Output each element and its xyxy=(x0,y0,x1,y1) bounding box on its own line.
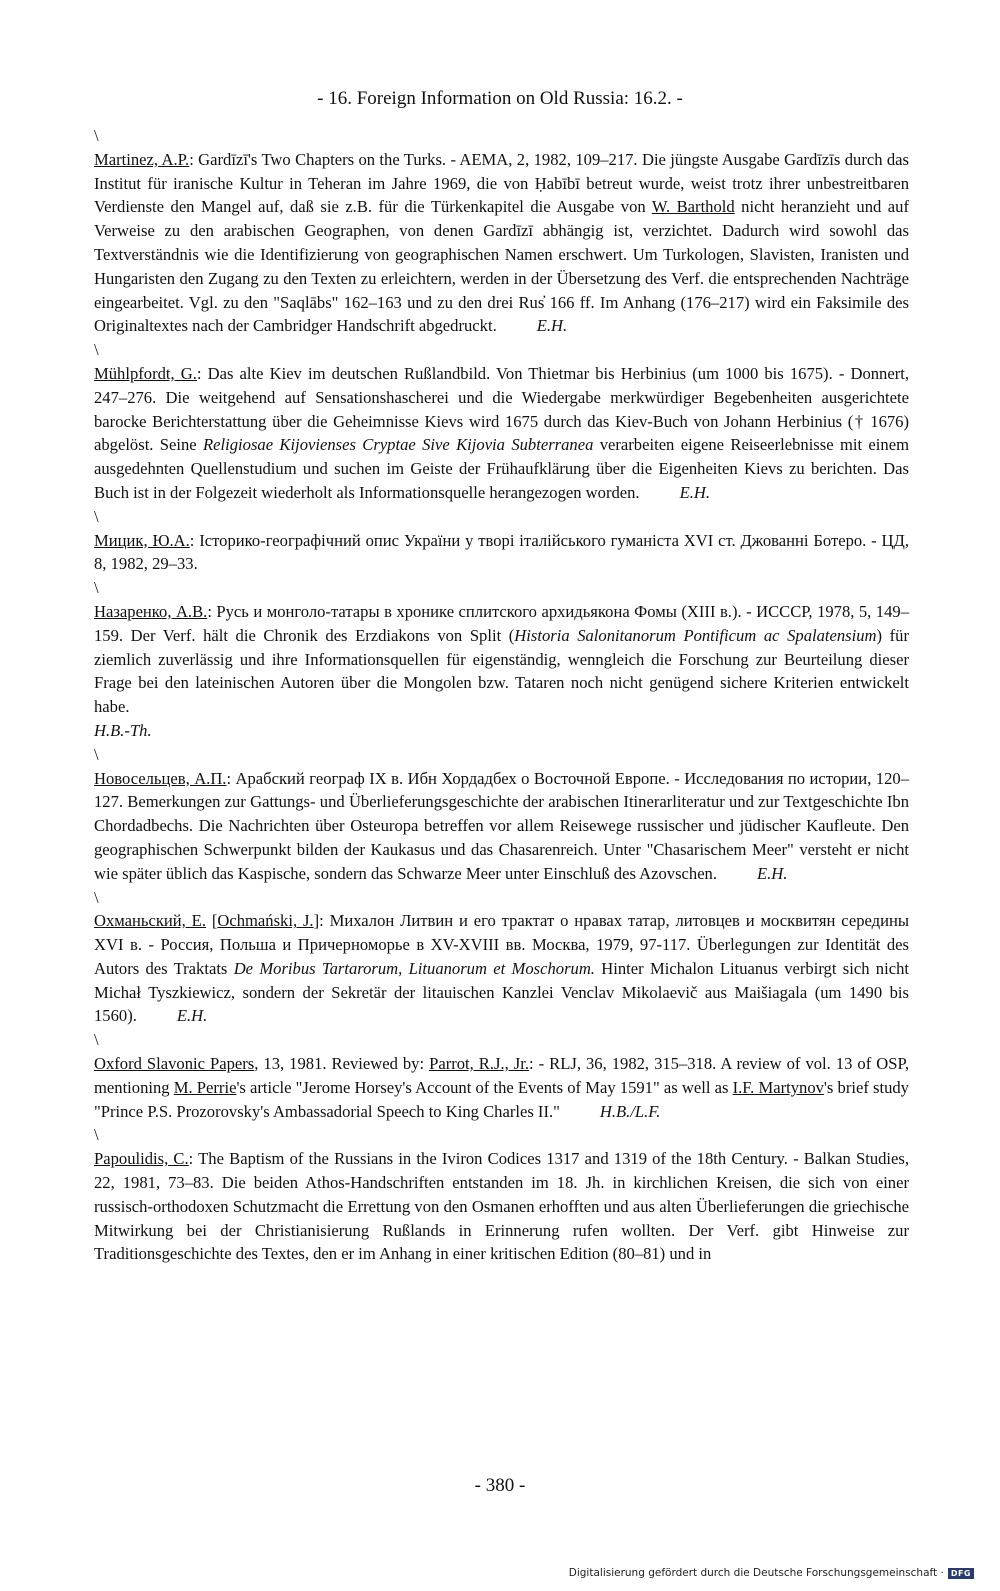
entry-author: Новосельцев, А.П. xyxy=(94,768,227,788)
entry-author: Oxford Slavonic Papers xyxy=(94,1054,255,1074)
reviewer-initials: E.H. xyxy=(176,1006,208,1026)
work-title: Historia Salonitanorum Pontificum ac Spalatensium xyxy=(514,625,877,645)
entry-novoselcev xyxy=(94,767,909,886)
cited-author: W. Barthold xyxy=(651,197,735,217)
digitization-footer xyxy=(569,1567,974,1579)
reviewer-initials: E.H. xyxy=(757,863,788,883)
work-title: De Moribus Tartarorum, Lituanorum et Moschorum. xyxy=(233,958,595,978)
reviewer-initials: E.H. xyxy=(679,482,711,502)
reviewer-initials: H.B./L.F. xyxy=(599,1101,661,1121)
entry-separator: \ xyxy=(94,506,99,526)
entry-text: : - RLJ, 36, 1982, 315–318. A review of vol. 13 of OSP, mentioning xyxy=(94,1054,909,1097)
entry-text: 's brief study "Prince P.S. Prozorovsky's Ambassadorial Speech to King Charles II." xyxy=(94,1077,909,1121)
work-title: Religiosae Kijovienses Cryptae Sive Kijovia Subterranea xyxy=(203,435,594,455)
entry-papoulidis xyxy=(94,1147,909,1266)
bibliography-list xyxy=(94,124,909,1266)
entry-text: ) für ziemlich zuverlässig und ihre Informationsquellen für eigenständig, wenngleich die Forschung zur Beurteilung dieser Frage bei den lateinischen Autoren über die Mongolen bzw. Tataren noch nicht genügend sichere Kriterien entwickelt habe. xyxy=(94,625,909,717)
entry-author: Papoulidis, C. xyxy=(94,1149,189,1169)
entry-separator: \ xyxy=(94,744,99,764)
entry-separator: \ xyxy=(94,1030,99,1050)
entry-text: : The Baptism of the Russians in the Iviron Codices 1317 and 1319 of the 18th Century. - Balkan Studies, 22, 1981, 73–83. Die beiden Athos-Handschriften entstanden im 18. Jh. in kirchlichen Kreisen, die sich von einer russisch-orthodoxen Schutzmacht die Errettung von den Osmanen erhofften und aus alten Überlieferungen die griechische Mitwirkung bei der Christianisierung Rußlands in Erinnerung rufen wollten. Der Verf. gibt Hinweise zur Traditionsgeschichte des Textes, den er im Anhang in einer kritischen Edition (80–81) und in xyxy=(94,1149,909,1264)
entry-separator: \ xyxy=(94,126,99,145)
entry-mycyk xyxy=(94,529,909,577)
entry-text: nicht heranzieht und auf Verweise zu den arabischen Geographen, von denen Gardīzī abhängig ist, verzichtet. Dadurch wird sowohl das Textverständnis wie die Identifizierung von geographischen Namen erschwert. Um Turkologen, Slavisten, Iranisten und Hungaristen den Zugang zu den Texten zu erleichtern, werden in der Übersetzung des Verf. die entsprechenden Nachträge eingearbeitet. Vgl. zu den "Saqlābs" 162–163 und zu den drei Rus̓ 166 ff. Im Anhang (176–217) wird ein Faksimile des Originaltextes nach der Cambridger Handschrift abgedruckt. xyxy=(94,197,909,336)
entry-text: : Das alte Kiev im deutschen Rußlandbild. Von Thietmar bis Herbinius (um 1000 bis 1675). - Donnert, 247–276. Die weitgehend auf Sensationshascherei und die Wiedergabe merkwürdiger Begebenheiten ausgerichtete barocke Berichterstattung über die Geheimnisse Kievs wird 1675 durch das Kiev-Buch von Johann Herbinius († 1676) abgelöst. Seine xyxy=(94,363,909,455)
entry-text: [ xyxy=(205,911,218,931)
entry-ochmanski xyxy=(94,909,909,1028)
entry-text: ]: Михалон Литвин и его трактат о нравах татар, литовцев и москвитян середины XVI в. - Россия, Польша и Причерноморье в XV-XVIII вв. Москва, 1979, 97-117. Überlegungen zur Identität des Autors des Traktats xyxy=(94,911,909,978)
entry-text: , 13, 1981. Reviewed by: xyxy=(254,1054,430,1074)
entry-oxford-slavonic-papers xyxy=(94,1052,909,1123)
entry-author: Martinez, A.P. xyxy=(94,149,190,169)
entry-author: Mühlpfordt, G. xyxy=(94,363,197,383)
page-number: - 380 - xyxy=(474,1475,526,1496)
entry-text: Hinter Michalon Lituanus verbirgt sich nicht Michał Tyszkiewicz, sondern der Sekretär der litauischen Kanzlei Venclav Mikolaevič aus Maišiagala (um 1490 bis 1560). xyxy=(94,958,909,1026)
entry-text: : Історико-географічний опис України у творі італійського гуманіста XVI ст. Джованні Ботеро. - ЦД, 8, 1982, 29–33. xyxy=(94,530,910,574)
entry-text: : Gardīzī's Two Chapters on the Turks. - AEMA, 2, 1982, 109–217. Die jüngste Ausgabe Gardīzīs durch das Institut für iranische Kultur in Teheran im Jahre 1969, die von Ḥabībī betreut wurde, weist trotz ihrer unbestreitbaren Verdienste den Mangel auf, daß sie z.B. für die Türkenkapitel die Ausgabe von xyxy=(94,149,910,217)
reviewer-initials: H.B.-Th. xyxy=(94,720,152,740)
reviewer-initials: E.H. xyxy=(536,316,568,336)
footer-text: Digitalisierung gefördert durch die Deutsche Forschungsgemeinschaft · xyxy=(568,1567,944,1579)
entry-separator: \ xyxy=(94,340,99,360)
entry-author: Назаренко, А.В. xyxy=(94,601,208,621)
entry-text: : Арабский географ IX в. Ибн Хордадбех о Восточной Европе. - Исследования по истории, 120–127. Bemerkungen zur Gattungs- und Überlieferungsgeschichte der arabischen Itinerarliteratur und zur Textgeschichte Ibn Chordadbechs. Die Nachrichten über Osteuropa betreffen vor allem Reisewege russischer und jüdischer Kaufleute. Den geographischen Schwerpunkt bilden der Kaukasus und das Chasarenreich. Unter "Chasarischem Meer" versteht er nicht wie später üblich das Kaspische, sondern das Schwarze Meer unter Einschluß des Azovschen. xyxy=(94,768,909,883)
dfg-logo: DFG xyxy=(948,1568,974,1579)
cited-author: Ochmański, J. xyxy=(217,911,314,931)
entry-text: : Русь и монголо-татары в хронике сплитского архидьякона Фомы (XIII в.). - ИСССР, 1978, 5, 149–159. Der Verf. hält die Chronik des Erzdiakons von Split ( xyxy=(94,601,909,645)
entry-text: 's article "Jerome Horsey's Account of the Events of May 1591" as well as xyxy=(236,1077,733,1097)
entry-nazarenko xyxy=(94,600,909,743)
entry-author: Охманьский, Е. xyxy=(94,911,206,931)
entry-author: Мицик, Ю.А. xyxy=(94,530,190,550)
entry-separator: \ xyxy=(94,1125,99,1145)
entry-separator: \ xyxy=(94,578,99,598)
entry-muehlpfordt xyxy=(94,362,909,505)
cited-author: M. Perrie xyxy=(173,1077,237,1097)
entry-text: verarbeiten eigene Reiseerlebnisse mit einem ausgedehnten Quellenstudium und suchen im Geiste der Frühaufklärung über die Eigenheiten Kievs zu berichten. Das Buch ist in der Folgezeit wiederholt als Informationsquelle herangezogen worden. xyxy=(94,435,909,502)
cited-author: Parrot, R.J., Jr. xyxy=(429,1054,529,1074)
entry-martinez xyxy=(94,148,909,338)
page-header: - 16. Foreign Information on Old Russia: 16.2. - xyxy=(317,88,683,109)
cited-author: I.F. Martynov xyxy=(732,1077,824,1097)
entry-separator: \ xyxy=(94,887,99,907)
